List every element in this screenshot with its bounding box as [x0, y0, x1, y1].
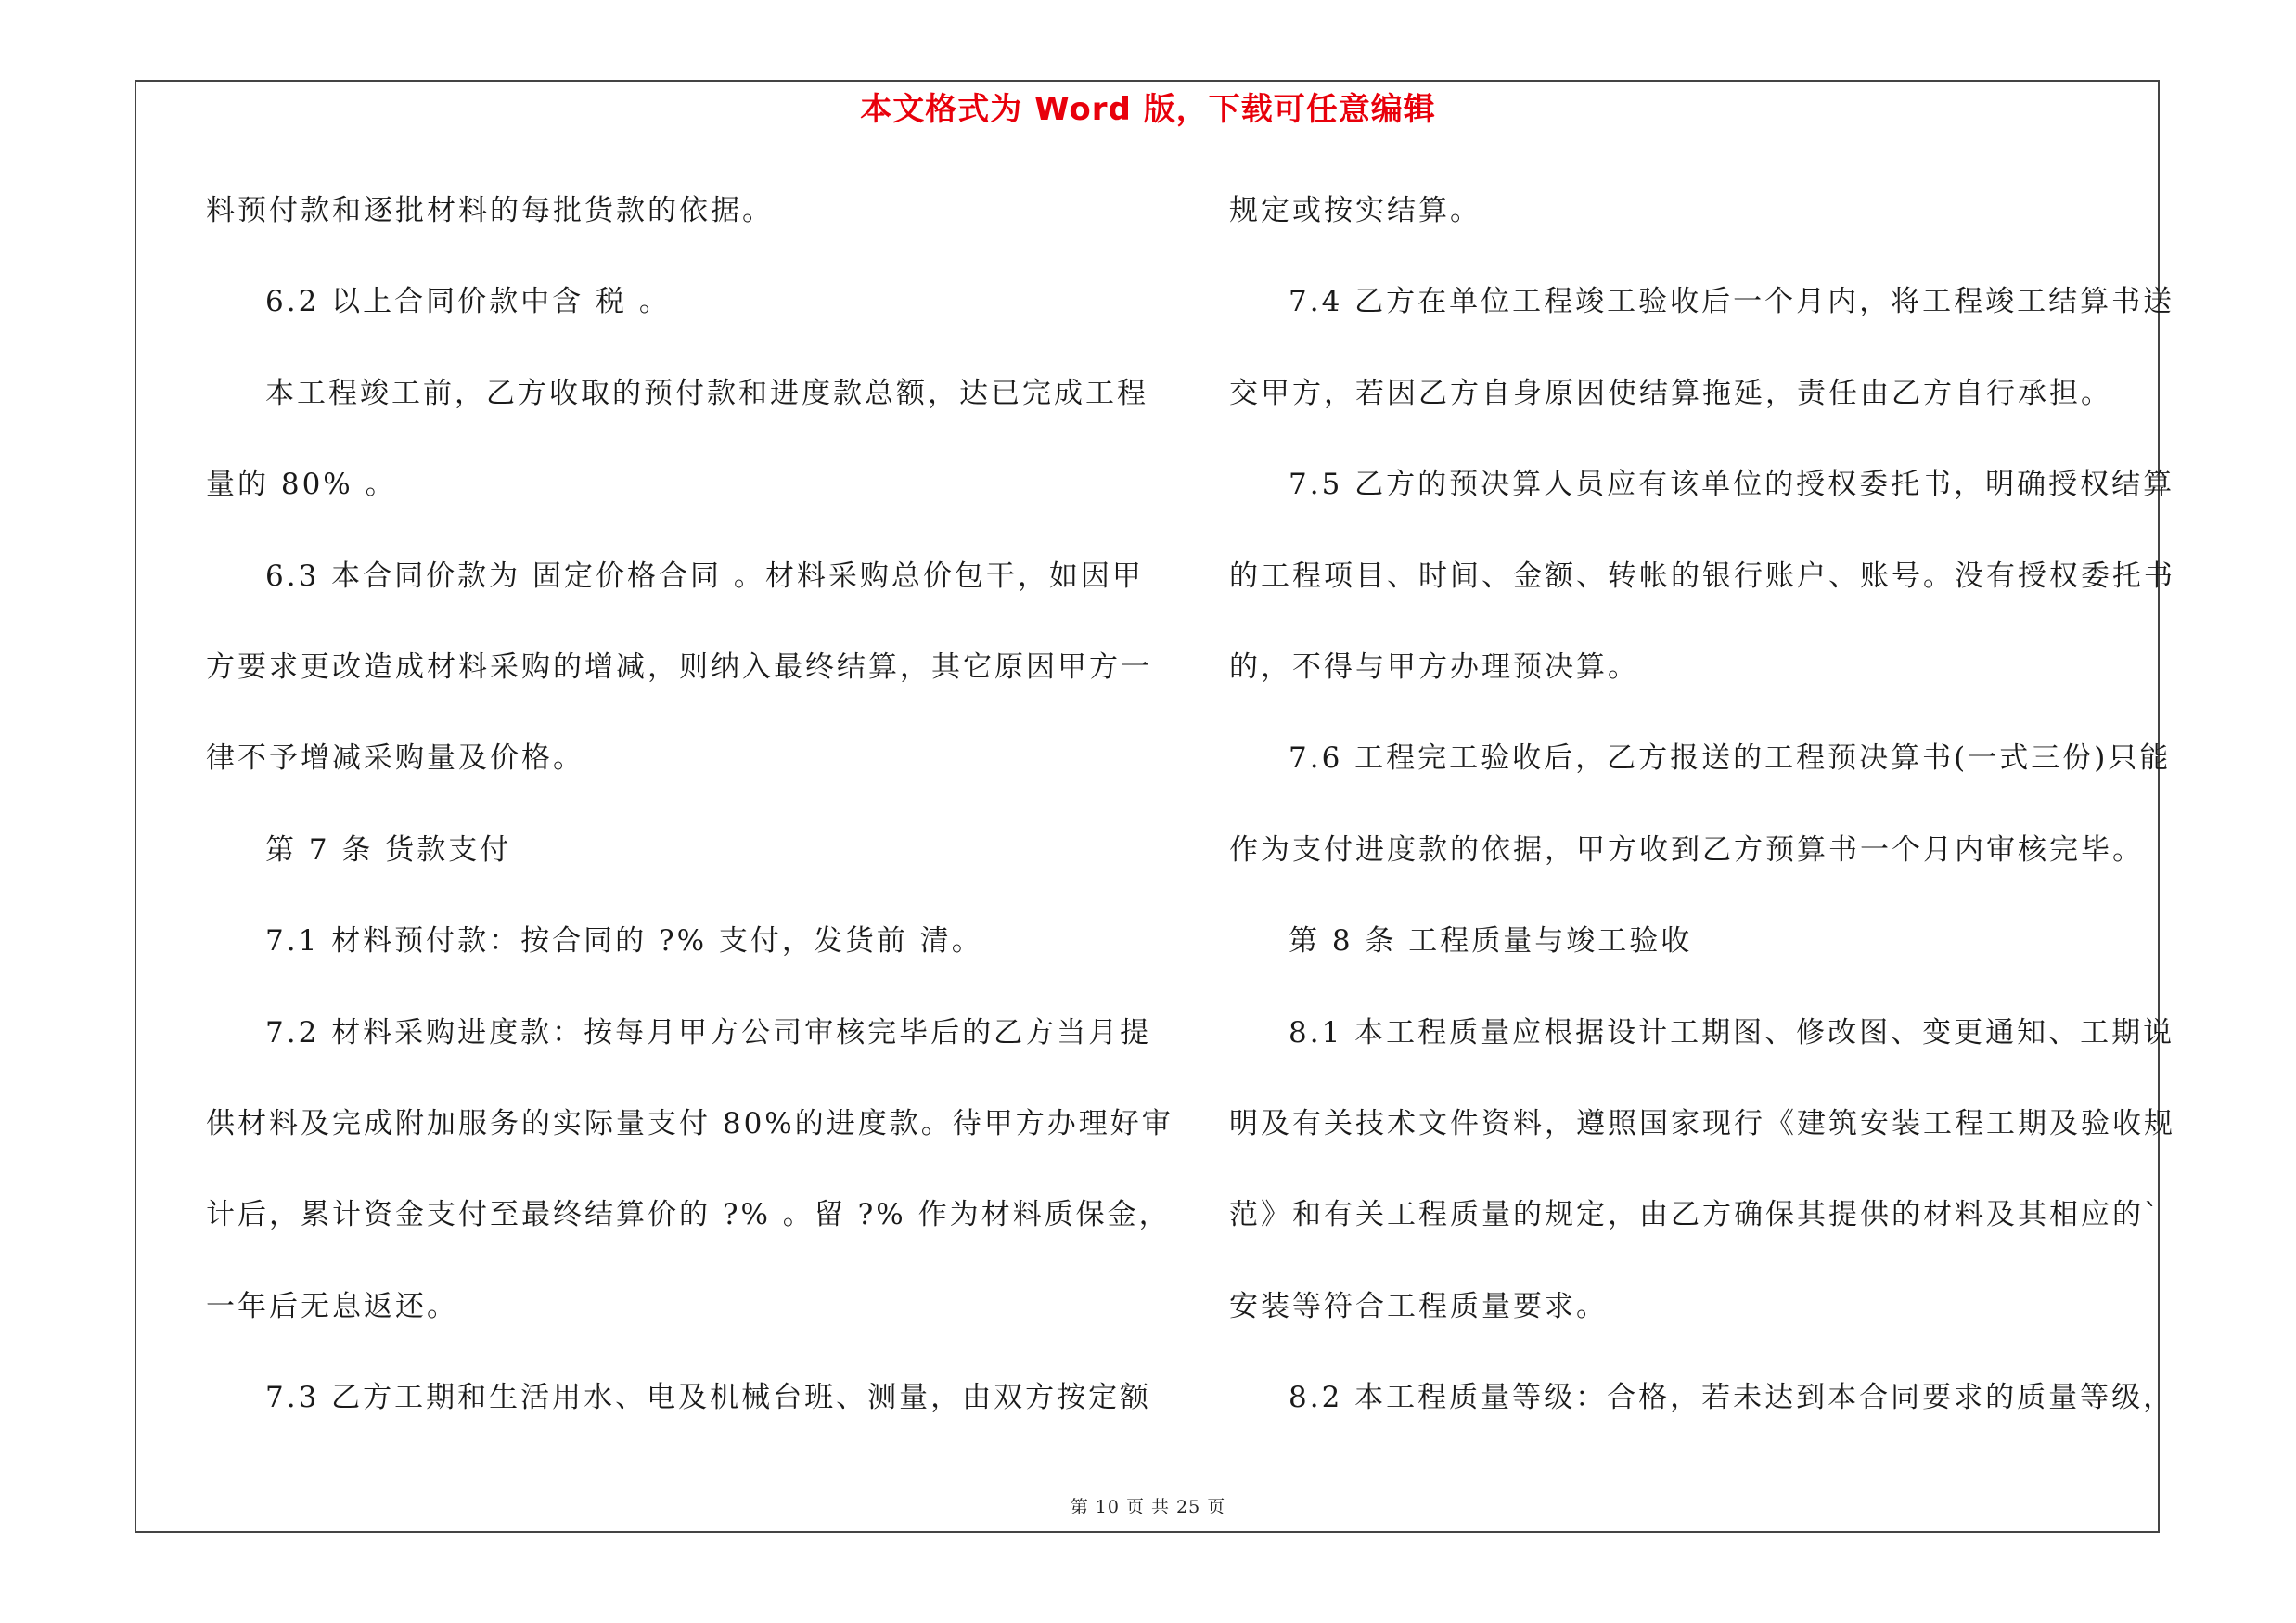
right-text-line: 交甲方，若因乙方自身原因使结算拖延，责任由乙方自行承担。: [1229, 376, 2112, 410]
right-column: [1229, 186, 2175, 1463]
right-text-line: 8.1 本工程质量应根据设计工期图、修改图、变更通知、工期说: [1289, 1015, 2175, 1050]
right-text-line: 7.4 乙方在单位工程竣工验收后一个月内，将工程竣工结算书送: [1289, 285, 2175, 319]
left-text-line: 料预付款和逐批材料的每批货款的依据。: [206, 194, 774, 227]
left-text-line: 律不予增减采购量及价格。: [206, 741, 584, 776]
left-text-line: 6.3 本合同价款为 固定价格合同 。材料采购总价包干，如因甲: [265, 559, 1144, 593]
left-text-line: 7.1 材料预付款：按合同的 ?% 支付，发货前 清。: [265, 924, 983, 959]
left-text-line: 第 7 条 货款支付: [265, 832, 512, 867]
left-text-line: 量的 80% 。: [206, 468, 397, 502]
left-text-line: 方要求更改造成材料采购的增减，则纳入最终结算，其它原因甲方一: [206, 650, 1152, 684]
right-text-line: 7.5 乙方的预决算人员应有该单位的授权委托书，明确授权结算: [1289, 468, 2175, 502]
left-text-line: 供材料及完成附加服务的实际量支付 80%的进度款。待甲方办理好审: [206, 1106, 1174, 1140]
left-text-line: 本工程竣工前，乙方收取的预付款和进度款总额，达已完成工程: [265, 376, 1148, 410]
left-column: [206, 186, 1174, 1463]
right-text-line: 安装等符合工程质量要求。: [1229, 1289, 1608, 1323]
right-text-line: 作为支付进度款的依据，甲方收到乙方预算书一个月内审核完毕。: [1229, 832, 2144, 867]
left-text-line: 7.3 乙方工期和生活用水、电及机械台班、测量，由双方按定额: [265, 1381, 1152, 1415]
right-text-line: 的工程项目、时间、金额、转帐的银行账户、账号。没有授权委托书: [1229, 559, 2175, 593]
right-text-line: 第 8 条 工程质量与竣工验收: [1289, 924, 1693, 959]
right-text-line: 明及有关技术文件资料，遵照国家现行《建筑安装工程工期及验收规: [1229, 1106, 2175, 1140]
right-text-line: 的，不得与甲方办理预决算。: [1229, 650, 1639, 684]
left-text-line: 7.2 材料采购进度款：按每月甲方公司审核完毕后的乙方当月提: [265, 1015, 1152, 1050]
left-text-line: 一年后无息返还。: [206, 1289, 458, 1323]
right-text-line: 范》和有关工程质量的规定，由乙方确保其提供的材料及其相应的`: [1229, 1198, 2161, 1232]
right-text-line: 8.2 本工程质量等级：合格，若未达到本合同要求的质量等级，: [1289, 1381, 2175, 1415]
page-footer: 第 10 页 共 25 页: [1070, 1497, 1226, 1517]
header-banner: 本文格式为 Word 版，下载可任意编辑: [860, 91, 1436, 128]
right-text-line: 7.6 工程完工验收后，乙方报送的工程预决算书(一式三份)只能: [1289, 741, 2172, 776]
left-text-line: 计后，累计资金支付至最终结算价的 ?% 。留 ?% 作为材料质保金，: [206, 1198, 1171, 1232]
right-text-line: 规定或按实结算。: [1229, 194, 1481, 227]
left-text-line: 6.2 以上合同价款中含 税 。: [265, 285, 671, 319]
